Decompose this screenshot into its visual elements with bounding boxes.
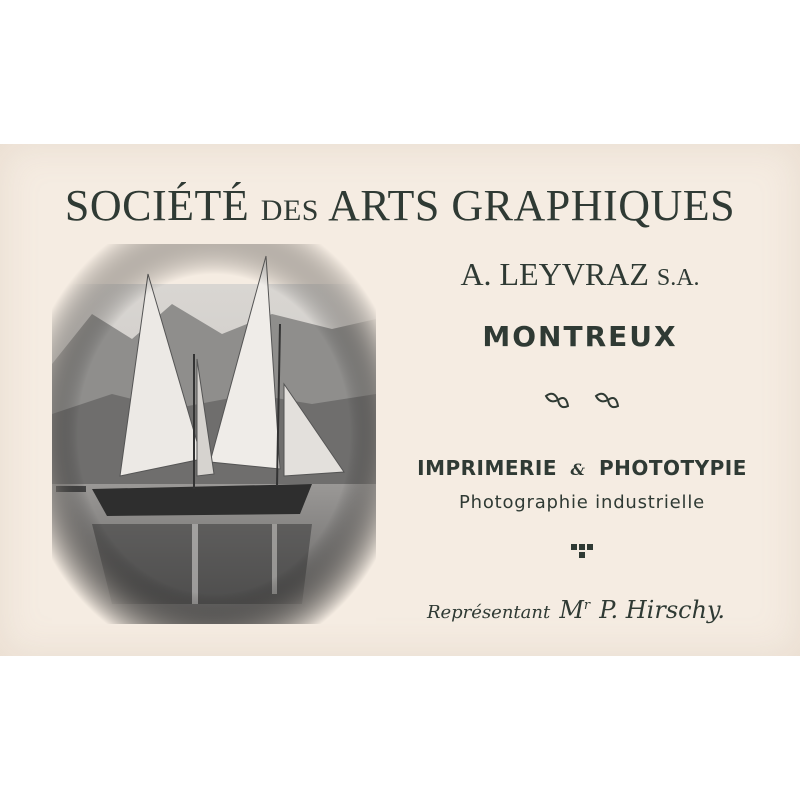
squares-ornament-icon [571, 544, 593, 566]
company-suffix: S.A. [656, 265, 700, 291]
rep-title [559, 596, 590, 624]
title-word-des: DES [260, 194, 319, 227]
title-word-societe: SOCIÉTÉ [64, 181, 250, 230]
service-phototypie: PHOTOTYPIE [598, 456, 747, 480]
service-imprimerie: IMPRIMERIE [417, 456, 558, 480]
card-title [0, 180, 800, 231]
company-name-text: A. LEYVRAZ [460, 256, 649, 292]
city: MONTREUX [482, 320, 678, 353]
title-word-arts-graphiques: ARTS GRAPHIQUES [328, 181, 736, 230]
representative-line [396, 596, 756, 624]
ampersand: & [570, 460, 586, 479]
rep-label: Représentant [426, 602, 551, 623]
rep-title-m: M [559, 596, 584, 624]
sailboat-photo [52, 244, 376, 624]
service-photographie: Photographie industrielle [458, 492, 706, 513]
company-name [400, 256, 760, 293]
rep-name: P. Hirschy. [599, 596, 726, 624]
leaf-ornament-icon [540, 388, 620, 418]
rep-title-sup: r [583, 598, 591, 613]
services-line [396, 456, 768, 480]
business-card [0, 144, 800, 656]
